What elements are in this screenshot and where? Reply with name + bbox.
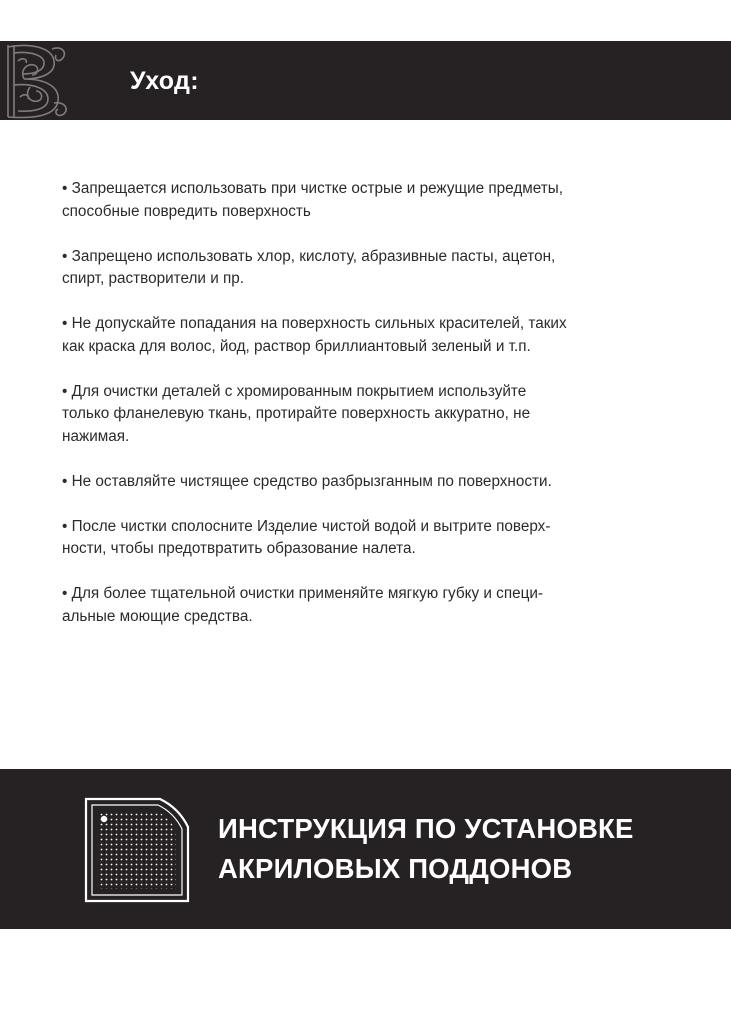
shower-tray-icon: [84, 797, 190, 903]
list-item: • Запрещается использовать при чистке острые и режущие предметы, способные повредить поверхность: [62, 180, 564, 220]
list-item: • Запрещено использовать хлор, кислоту, абразивные пасты, ацетон, спирт, растворители и пр.: [62, 247, 556, 287]
ornate-letter-b-icon: [0, 41, 72, 120]
installation-banner: [0, 769, 731, 929]
section-header-bar: [0, 41, 731, 120]
list-item: • Не оставляйте чистящее средство разбрызганным по поверхности.: [62, 472, 552, 490]
page-title: Уход:: [130, 67, 199, 95]
list-item: • После чистки сполосните Изделие чистой водой и вытрите поверх- ности, чтобы предотвратить образование налета.: [62, 517, 551, 557]
list-item: • Для более тщательной очистки применяйте мягкую губку и специ- альные моющие средства.: [62, 585, 544, 625]
care-instructions-list: [62, 178, 662, 651]
list-item: • Не допускайте попадания на поверхность сильных красителей, таких как краска для волос, йод, раствор бриллиантовый зеленый и т.п.: [62, 315, 567, 355]
list-item: • Для очистки деталей с хромированным покрытием используйте только фланелевую ткань, протирайте поверхность аккуратно, не нажимая.: [62, 382, 531, 445]
banner-title: ИНСТРУКЦИЯ ПО УСТАНОВКЕ АКРИЛОВЫХ ПОДДОНОВ: [218, 813, 634, 884]
